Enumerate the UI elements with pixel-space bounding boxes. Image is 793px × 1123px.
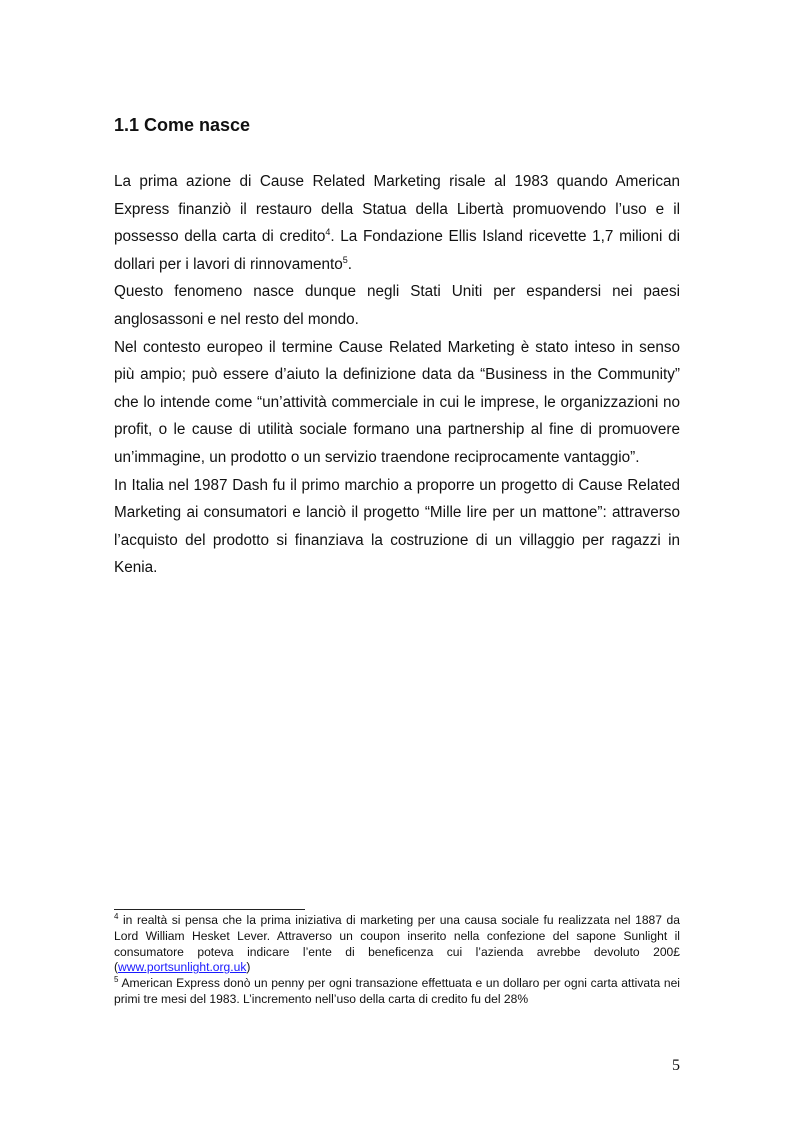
paragraph-origin-part-c: .: [347, 255, 352, 273]
footnote-ref-4[interactable]: 4: [325, 227, 331, 238]
footnote-4-text-end: ): [246, 960, 251, 975]
footnote-divider: [114, 909, 305, 910]
paragraph-origin: [114, 168, 680, 278]
footnote-5-number: 5: [114, 975, 119, 985]
footnote-4-text: in realtà si pensa che la prima iniziativa di marketing per una causa sociale fu realizzata nel 1887 da Lord William Hesket Lever. Attraverso un coupon inserito nella confezione del sapone Sunlight il consumatore poteva indicare l’ente di beneficenza cui l’azienda avrebbe devoluto 200£ (: [114, 913, 680, 975]
paragraph-european-context: Nel contesto europeo il termine Cause Related Marketing è stato inteso in senso più ampio; può essere d’aiuto la definizione data da “Business in the Community” che lo intende come “un’attività commerciale in cui le imprese, le organizzazioni no profit, o le cause di utilità sociale formano una partnership al fine di promuovere un’immagine, un prodotto o un servizio traendone reciprocamente vantaggio”.: [114, 338, 680, 466]
paragraph-origin-part-a: La prima azione di Cause Related Marketing risale al 1983 quando American Express finanziò il restauro della Statua della Libertà promuovendo l’uso e il possesso della carta di credito: [114, 173, 680, 246]
paragraph-origin-part-b: . La Fondazione Ellis Island ricevette 1,7 milioni di dollari per i lavori di rinnovamento: [114, 228, 680, 273]
footnotes: [114, 913, 680, 1008]
body-text: [114, 168, 680, 582]
footnote-4: [114, 913, 680, 976]
paragraph-spread: Questo fenomeno nasce dunque negli Stati Uniti per espandersi nei paesi anglosassoni e nel resto del mondo.: [114, 283, 680, 328]
section-heading: 1.1 Come nasce: [114, 115, 251, 135]
portsunlight-link[interactable]: www.portsunlight.org.uk: [118, 960, 247, 975]
footnote-5: [114, 976, 680, 1008]
footnote-ref-5[interactable]: 5: [342, 254, 348, 265]
page-number: 5: [672, 1057, 680, 1074]
footnote-5-text: American Express donò un penny per ogni transazione effettuata e un dollaro per ogni carta attivata nei primi tre mesi del 1983. L’incremento nell’uso della carta di credito fu del 28%: [114, 976, 680, 1006]
footnote-4-number: 4: [114, 911, 119, 921]
paragraph-italy: In Italia nel 1987 Dash fu il primo marchio a proporre un progetto di Cause Related Marketing ai consumatori e lanciò il progetto “Mille lire per un mattone”: attraverso l’acquisto del prodotto si finanziava la costruzione di un villaggio per ragazzi in Kenia.: [114, 476, 680, 577]
